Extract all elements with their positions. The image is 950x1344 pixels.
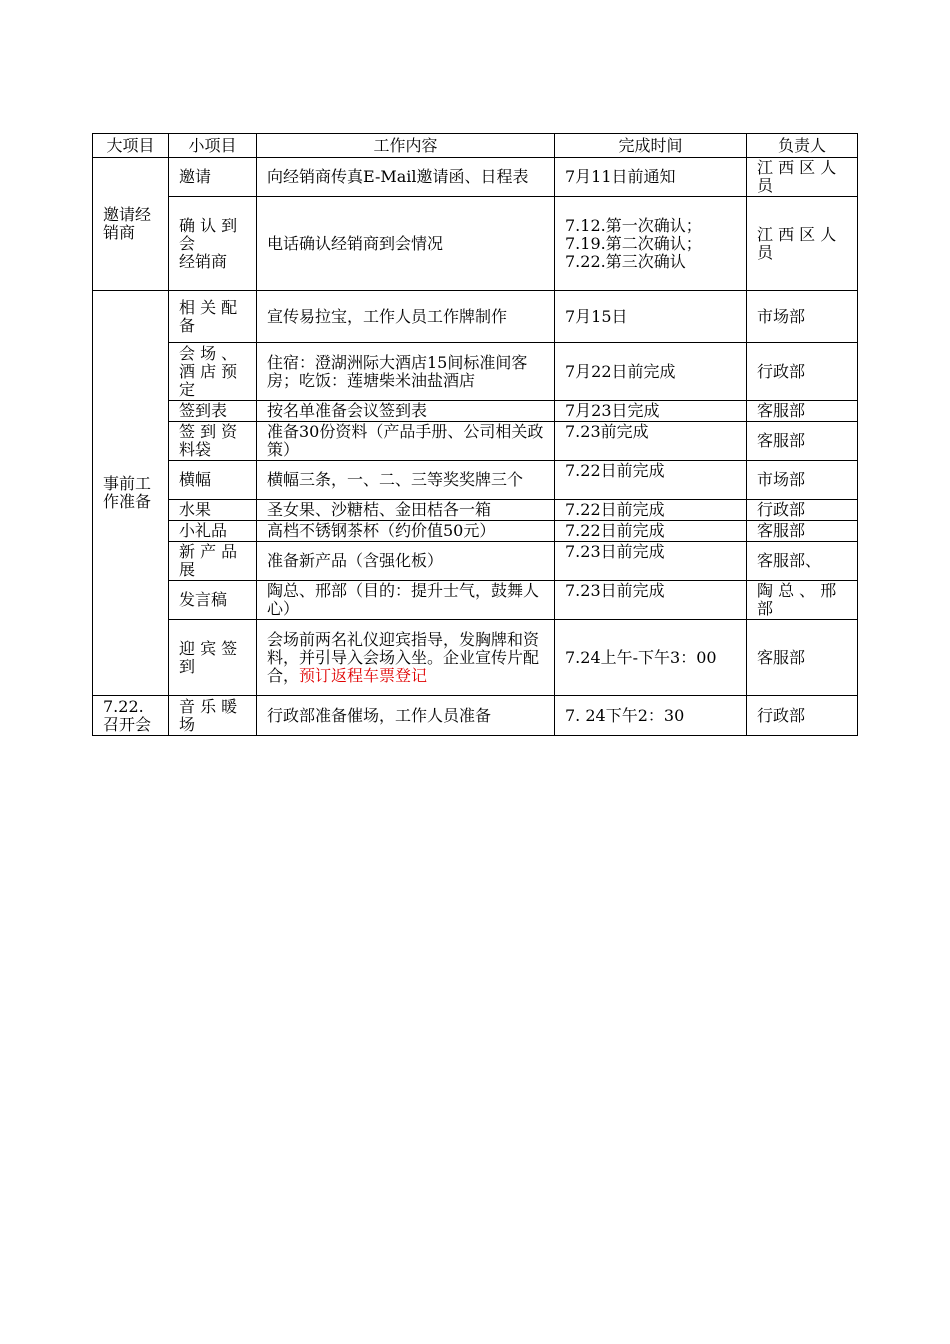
- time-cell: 7月11日前通知: [555, 158, 747, 197]
- owner-cell: 客服部: [747, 401, 858, 422]
- content-text: 会场前两名礼仪迎宾指导，发胸牌和资料，并引导入会场入坐。企业宣传片配合，: [267, 629, 540, 685]
- owner-cell: 客服部: [747, 620, 858, 696]
- content-cell: 准备30份资料（产品手册、公司相关政策）: [257, 422, 555, 461]
- owner-cell: 行政部: [747, 500, 858, 521]
- subitem-cell: 签到表: [169, 401, 257, 422]
- time-cell: 7.23前完成: [555, 422, 747, 461]
- table-row: [93, 620, 858, 696]
- subitem-cell: 音 乐 暖 场: [169, 696, 257, 736]
- owner-cell: 陶 总 、 邢部: [747, 581, 858, 620]
- content-cell: 陶总、邢部（目的：提升士气，鼓舞人心）: [257, 581, 555, 620]
- table-row: [93, 401, 858, 422]
- owner-cell: 客服部: [747, 521, 858, 542]
- subitem-cell: 邀请: [169, 158, 257, 197]
- owner-cell: 客服部: [747, 422, 858, 461]
- content-cell: 宣传易拉宝，工作人员工作牌制作: [257, 291, 555, 343]
- work-plan-table: [92, 133, 858, 736]
- owner-cell: 客服部、: [747, 542, 858, 581]
- time-cell: 7.22日前完成: [555, 500, 747, 521]
- table-row: [93, 581, 858, 620]
- content-cell: 横幅三条，一、二、三等奖奖牌三个: [257, 461, 555, 500]
- header-content: 工作内容: [257, 134, 555, 158]
- table-row: [93, 696, 858, 736]
- subitem-cell: 发言稿: [169, 581, 257, 620]
- time-cell: 7. 24下午2：30: [555, 696, 747, 736]
- table-row: [93, 343, 858, 401]
- owner-cell: 行政部: [747, 696, 858, 736]
- time-cell: 7.24上午-下午3：00: [555, 620, 747, 696]
- header-row: [93, 134, 858, 158]
- subitem-cell: 确 认 到 会 经销商: [169, 197, 257, 291]
- owner-cell: 市场部: [747, 291, 858, 343]
- content-cell: 住宿：澄湖洲际大酒店15间标准间客房；吃饭：莲塘柴米油盐酒店: [257, 343, 555, 401]
- table-row: [93, 542, 858, 581]
- table-row: [93, 197, 858, 291]
- owner-cell: 江 西 区 人员: [747, 197, 858, 291]
- owner-cell: 江 西 区 人员: [747, 158, 858, 197]
- subitem-cell: 小礼品: [169, 521, 257, 542]
- category-cell: 事前工作准备: [93, 291, 169, 696]
- subitem-cell: 相 关 配 备: [169, 291, 257, 343]
- category-cell: 邀请经销商: [93, 158, 169, 291]
- header-owner: 负责人: [747, 134, 858, 158]
- time-cell: 7月23日完成: [555, 401, 747, 422]
- subitem-cell: 水果: [169, 500, 257, 521]
- subitem-cell: 签 到 资 料袋: [169, 422, 257, 461]
- content-cell: 行政部准备催场，工作人员准备: [257, 696, 555, 736]
- time-cell: 7.22日前完成: [555, 461, 747, 500]
- header-category: 大项目: [93, 134, 169, 158]
- time-cell: 7月15日: [555, 291, 747, 343]
- subitem-cell: 新 产 品 展: [169, 542, 257, 581]
- time-cell: 7月22日前完成: [555, 343, 747, 401]
- table-row: [93, 158, 858, 197]
- owner-cell: 市场部: [747, 461, 858, 500]
- owner-cell: 行政部: [747, 343, 858, 401]
- subitem-cell: 横幅: [169, 461, 257, 500]
- content-cell: 高档不锈钢茶杯（约价值50元）: [257, 521, 555, 542]
- table-row: [93, 291, 858, 343]
- subitem-cell: 会 场 、 酒 店 预 定: [169, 343, 257, 401]
- content-cell: 向经销商传真E-Mail邀请函、日程表: [257, 158, 555, 197]
- time-cell: 7.22日前完成: [555, 521, 747, 542]
- highlight-text: 预订返程车票登记: [299, 665, 428, 685]
- time-cell: 7.23日前完成: [555, 542, 747, 581]
- content-cell: 准备新产品（含强化板）: [257, 542, 555, 581]
- time-cell: 7.12.第一次确认； 7.19.第二次确认； 7.22.第三次确认: [555, 197, 747, 291]
- category-cell: 7.22.召开会: [93, 696, 169, 736]
- subitem-cell: 迎 宾 签 到: [169, 620, 257, 696]
- table-row: [93, 500, 858, 521]
- table-row: [93, 521, 858, 542]
- content-cell: 圣女果、沙糖桔、金田桔各一箱: [257, 500, 555, 521]
- content-cell: [257, 620, 555, 696]
- time-cell: 7.23日前完成: [555, 581, 747, 620]
- content-cell: 电话确认经销商到会情况: [257, 197, 555, 291]
- table-row: [93, 461, 858, 500]
- header-subitem: 小项目: [169, 134, 257, 158]
- header-time: 完成时间: [555, 134, 747, 158]
- content-cell: 按名单准备会议签到表: [257, 401, 555, 422]
- table-row: [93, 422, 858, 461]
